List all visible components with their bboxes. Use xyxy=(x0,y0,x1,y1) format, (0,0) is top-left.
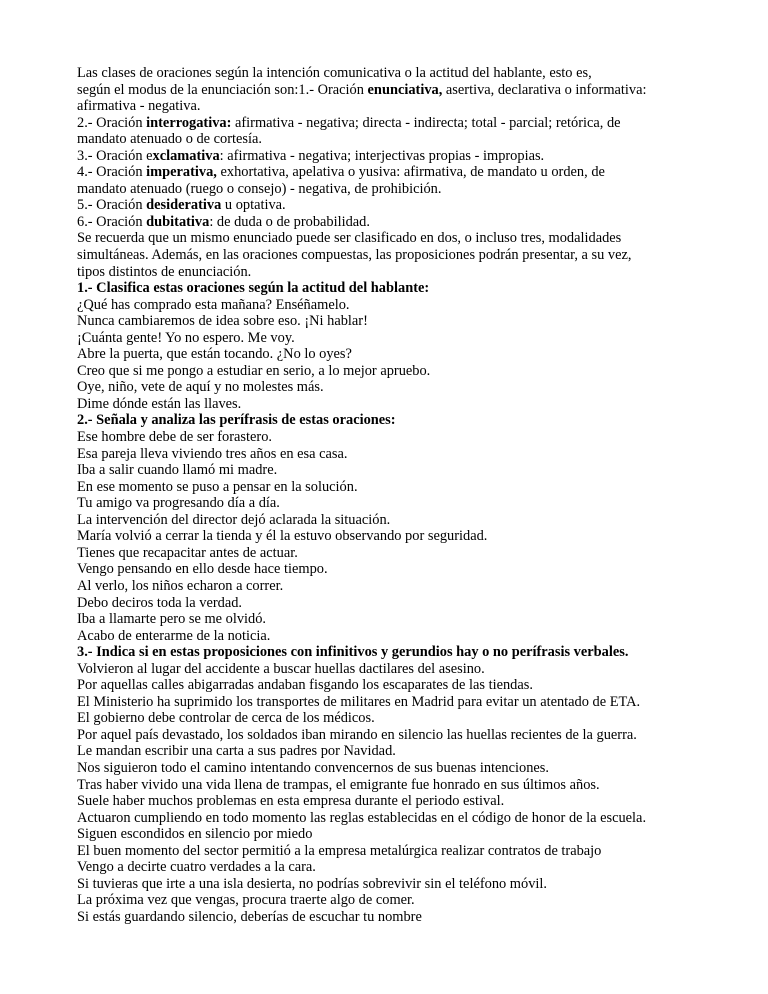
text-run: 2.- Oración xyxy=(77,114,147,131)
text-run: afirmativa - negativa; directa - indirecta; total - parcial; retórica, de xyxy=(231,114,621,131)
exercise-3-item: Siguen escondidos en silencio por miedo xyxy=(77,826,313,843)
intro-line-2 xyxy=(77,82,757,99)
text-run: : de duda o de probabilidad. xyxy=(209,213,370,230)
exercise-2-item: Ese hombre debe de ser forastero. xyxy=(77,429,272,446)
exercise-1-item: ¡Cuánta gente! Yo no espero. Me voy. xyxy=(77,329,295,346)
text-run: según el modus de la enunciación son:1.- Oración xyxy=(77,81,368,98)
term-enunciativa: enunciativa, xyxy=(367,81,443,98)
term-interrogativa: interrogativa: xyxy=(146,114,232,131)
intro-line-7 xyxy=(77,164,757,181)
intro-line-13: tipos distintos de enunciación. xyxy=(77,263,252,280)
exercise-3-item: El buen momento del sector permitió a la empresa metalúrgica realizar contratos de trabajo xyxy=(77,842,602,859)
intro-line-6 xyxy=(77,148,757,165)
exercise-3-heading: 3.- Indica si en estas proposiciones con infinitivos y gerundios hay o no perífrasis verbales. xyxy=(77,644,629,661)
exercise-3-item: Actuaron cumpliendo en todo momento las reglas establecidas en el código de honor de la escuela. xyxy=(77,809,647,826)
exercise-1-item: Nunca cambiaremos de idea sobre eso. ¡Ni hablar! xyxy=(77,313,368,330)
exercise-1 xyxy=(77,280,757,412)
exercise-3-item: El Ministerio ha suprimido los transportes de militares en Madrid para evitar un atentado de ETA. xyxy=(77,693,641,710)
exercise-3-item: El gobierno debe controlar de cerca de los médicos. xyxy=(77,710,375,727)
intro-line-11: Se recuerda que un mismo enunciado puede ser clasificado en dos, o incluso tres, modalidades xyxy=(77,230,622,247)
document-page xyxy=(77,65,757,925)
exercise-3-item: Le mandan escribir una carta a sus padres por Navidad. xyxy=(77,743,396,760)
exercise-3-item: Volvieron al lugar del accidente a buscar huellas dactilares del asesino. xyxy=(77,660,485,677)
exercise-2-item: Esa pareja lleva viviendo tres años en esa casa. xyxy=(77,445,348,462)
text-run: exhortativa, apelativa o yusiva: afirmativa, de mandato u orden, de xyxy=(216,164,605,181)
exercise-2-item: Tienes que recapacitar antes de actuar. xyxy=(77,544,298,561)
intro-line-10 xyxy=(77,214,757,231)
text-run: : afirmativa - negativa; interjectivas propias - impropias. xyxy=(219,147,545,164)
intro-line-12: simultáneas. Además, en las oraciones compuestas, las proposiciones podrán presentar, a su vez, xyxy=(77,247,632,264)
exercise-1-item: Oye, niño, vete de aquí y no molestes más. xyxy=(77,379,324,396)
term-exclamativa: xclamativa xyxy=(152,147,220,164)
exercise-3-item: Por aquellas calles abigarradas andaban fisgando los escaparates de las tiendas. xyxy=(77,677,533,694)
exercise-2-item: Acabo de enterarme de la noticia. xyxy=(77,627,271,644)
term-desiderativa: desiderativa xyxy=(146,197,222,214)
exercise-1-item: Dime dónde están las llaves. xyxy=(77,395,242,412)
term-dubitativa: dubitativa xyxy=(146,213,210,230)
exercise-3 xyxy=(77,644,757,925)
exercise-2-item: María volvió a cerrar la tienda y él la estuvo observando por seguridad. xyxy=(77,528,488,545)
exercise-1-heading: 1.- Clasifica estas oraciones según la actitud del hablante: xyxy=(77,280,430,297)
intro-line-3: afirmativa - negativa. xyxy=(77,98,201,115)
text-run: asertiva, declarativa o informativa: xyxy=(442,81,647,98)
exercise-1-item: Creo que si me pongo a estudiar en serio, a lo mejor apruebo. xyxy=(77,362,431,379)
exercise-2-item: Tu amigo va progresando día a día. xyxy=(77,495,280,512)
exercise-2-item: Iba a salir cuando llamó mi madre. xyxy=(77,462,278,479)
exercise-2-item: Debo deciros toda la verdad. xyxy=(77,594,243,611)
intro-section xyxy=(77,65,757,280)
text-run: 3.- Oración e xyxy=(77,147,153,164)
intro-line-5: mandato atenuado o de cortesía. xyxy=(77,131,263,148)
exercise-2-item: En ese momento se puso a pensar en la solución. xyxy=(77,478,358,495)
exercise-2-item: Vengo pensando en ello desde hace tiempo. xyxy=(77,561,328,578)
text-run: u optativa. xyxy=(221,197,286,214)
intro-line-1: Las clases de oraciones según la intención comunicativa o la actitud del hablante, esto es, xyxy=(77,65,592,81)
intro-line-9 xyxy=(77,197,757,214)
intro-line-8: mandato atenuado (ruego o consejo) - negativa, de prohibición. xyxy=(77,180,442,197)
exercise-3-item: Por aquel país devastado, los soldados iban mirando en silencio las huellas recientes de la guerra. xyxy=(77,726,637,743)
exercise-2-item: Iba a llamarte pero se me olvidó. xyxy=(77,611,267,628)
exercise-3-item: Si tuvieras que irte a una isla desierta, no podrías sobrevivir sin el teléfono móvil. xyxy=(77,875,547,892)
text-run: 4.- Oración xyxy=(77,164,147,181)
text-run: 5.- Oración xyxy=(77,197,147,214)
exercise-3-item: Suele haber muchos problemas en esta empresa durante el periodo estival. xyxy=(77,793,505,810)
text-run: 6.- Oración xyxy=(77,213,147,230)
exercise-3-item: Vengo a decirte cuatro verdades a la cara. xyxy=(77,859,316,876)
exercise-3-item: Tras haber vivido una vida llena de trampas, el emigrante fue honrado en sus últimos años. xyxy=(77,776,600,793)
term-imperativa: imperativa, xyxy=(146,164,217,181)
exercise-1-item: ¿Qué has comprado esta mañana? Enséñamelo. xyxy=(77,296,350,313)
exercise-1-item: Abre la puerta, que están tocando. ¿No lo oyes? xyxy=(77,346,352,363)
exercise-3-item: Si estás guardando silencio, deberías de escuchar tu nombre xyxy=(77,908,422,925)
intro-line-4 xyxy=(77,115,757,132)
exercise-2-heading: 2.- Señala y analiza las perífrasis de estas oraciones: xyxy=(77,412,396,429)
exercise-3-item: La próxima vez que vengas, procura traerte algo de comer. xyxy=(77,892,415,909)
exercise-2-item: La intervención del director dejó aclarada la situación. xyxy=(77,511,391,528)
exercise-2 xyxy=(77,412,757,644)
exercise-3-item: Nos siguieron todo el camino intentando convencernos de sus buenas intenciones. xyxy=(77,759,549,776)
exercise-2-item: Al verlo, los niños echaron a correr. xyxy=(77,577,284,594)
